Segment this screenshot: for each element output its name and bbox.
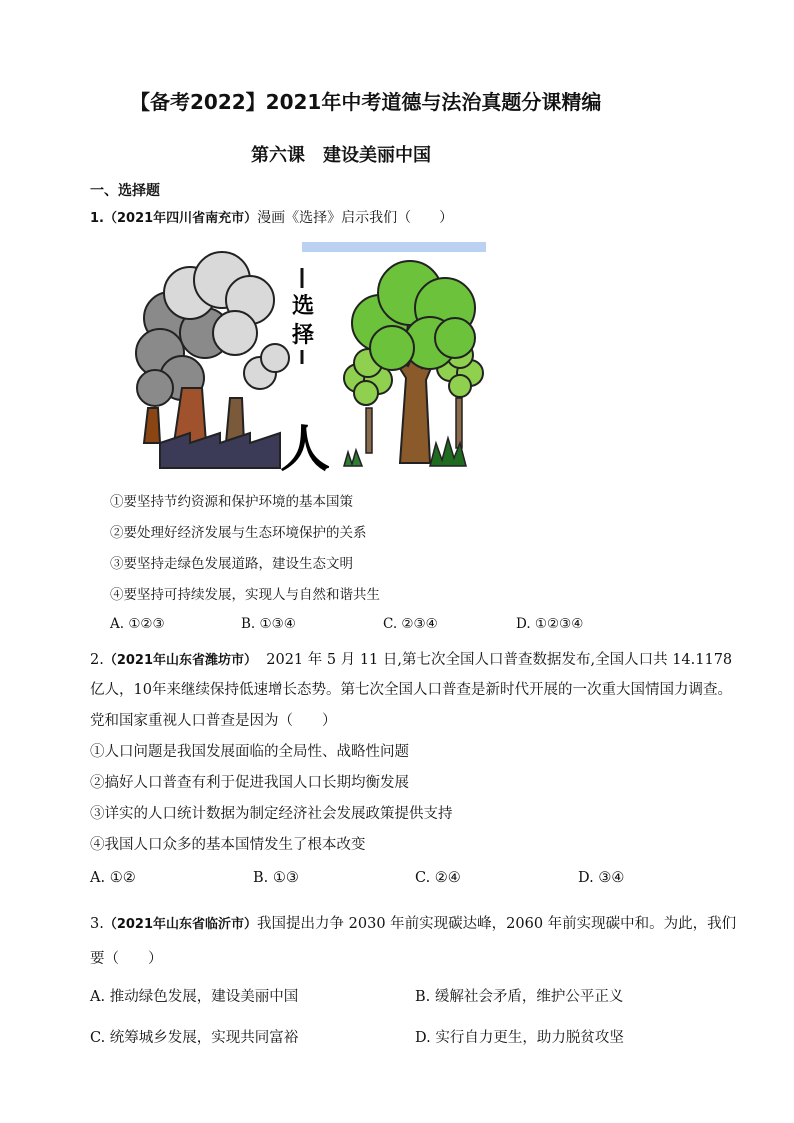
question-3-stem-line-2: 要（ ） [90, 951, 163, 967]
question-1-text: 漫画《选择》启示我们（ ） [257, 210, 454, 226]
cartoon-choice-image [130, 238, 490, 473]
question-2-source: （2021年山东省潍坊市） [103, 653, 258, 668]
question-1-stem [90, 208, 453, 229]
question-2-statement-1: ①人口问题是我国发展面临的全局性、战略性问题 [90, 744, 409, 760]
question-2-stem-line-2: 亿人，10年来继续保持低速增长态势。第七次全国人口普查是新时代开展的一次重大国情国力调查。 [90, 682, 732, 698]
question-2-statement-4: ④我国人口众多的基本国情发生了根本改变 [90, 837, 366, 853]
question-2-stem-line-3: 党和国家重视人口普查是因为（ ） [90, 713, 337, 729]
question-1-statement-3: ③要坚持走绿色发展道路，建设生态文明 [110, 556, 353, 572]
question-3-option-b[interactable]: B. 缓解社会矛盾，维护公平正义 [415, 989, 624, 1005]
question-1-statement-4: ④要坚持可持续发展，实现人与自然和谐共生 [110, 587, 380, 603]
question-3-number: 3. [90, 916, 104, 932]
question-1-number: 1. [90, 211, 104, 226]
question-2-stem-line-1 [90, 648, 732, 669]
caption-char-2: 择 [292, 323, 315, 348]
question-3-source: （2021年山东省临沂市） [103, 917, 258, 932]
question-3-option-a[interactable]: A. 推动绿色发展，建设美丽中国 [90, 989, 299, 1005]
question-1-statement-2: ②要处理好经济发展与生态环境保护的关系 [110, 525, 367, 541]
question-3-option-d[interactable]: D. 实行自力更生，助力脱贫攻坚 [415, 1030, 624, 1046]
caption-char-1: 选 [292, 294, 315, 319]
question-1-option-a[interactable]: A. ①②③ [110, 616, 165, 632]
question-3-text-1: 我国提出力争 2030 年前实现碳达峰，2060 年前实现碳中和。为此，我们 [257, 916, 737, 932]
question-1-statement-1: ①要坚持节约资源和保护环境的基本国策 [110, 494, 353, 510]
question-2-option-c[interactable]: C. ②④ [415, 870, 461, 886]
section-heading: 一、选择题 [90, 183, 160, 199]
question-2-option-d[interactable]: D. ③④ [578, 870, 625, 886]
question-3-option-c[interactable]: C. 统筹城乡发展，实现共同富裕 [90, 1030, 299, 1046]
question-2-number: 2. [90, 652, 104, 668]
lesson-title: 第六课 建设美丽中国 [251, 145, 431, 166]
trees-illustration [344, 261, 483, 466]
question-2-option-b[interactable]: B. ①③ [253, 870, 299, 886]
question-1-option-b[interactable]: B. ①③④ [241, 616, 296, 632]
question-1-option-d[interactable]: D. ①②③④ [516, 616, 584, 632]
question-1-option-c[interactable]: C. ②③④ [383, 616, 438, 632]
question-2-option-a[interactable]: A. ①② [90, 870, 136, 886]
question-3-stem-line-1 [90, 912, 736, 933]
blue-smudge [302, 242, 486, 252]
cartoon-caption [280, 268, 330, 473]
question-2-statement-2: ②搞好人口普查有利于促进我国人口长期均衡发展 [90, 775, 409, 791]
question-1-source: （2021年四川省南充市） [103, 211, 258, 226]
question-2-text-1: 2021 年 5 月 11 日,第七次全国人口普查数据发布,全国人口共 14.1178 [266, 652, 733, 668]
document-title: 【备考2022】2021年中考道德与法治真题分课精编 [130, 90, 602, 114]
factory-illustration [136, 252, 289, 468]
caption-person-char: 人 [280, 419, 330, 473]
question-2-statement-3: ③详实的人口统计数据为制定经济社会发展政策提供支持 [90, 806, 453, 822]
